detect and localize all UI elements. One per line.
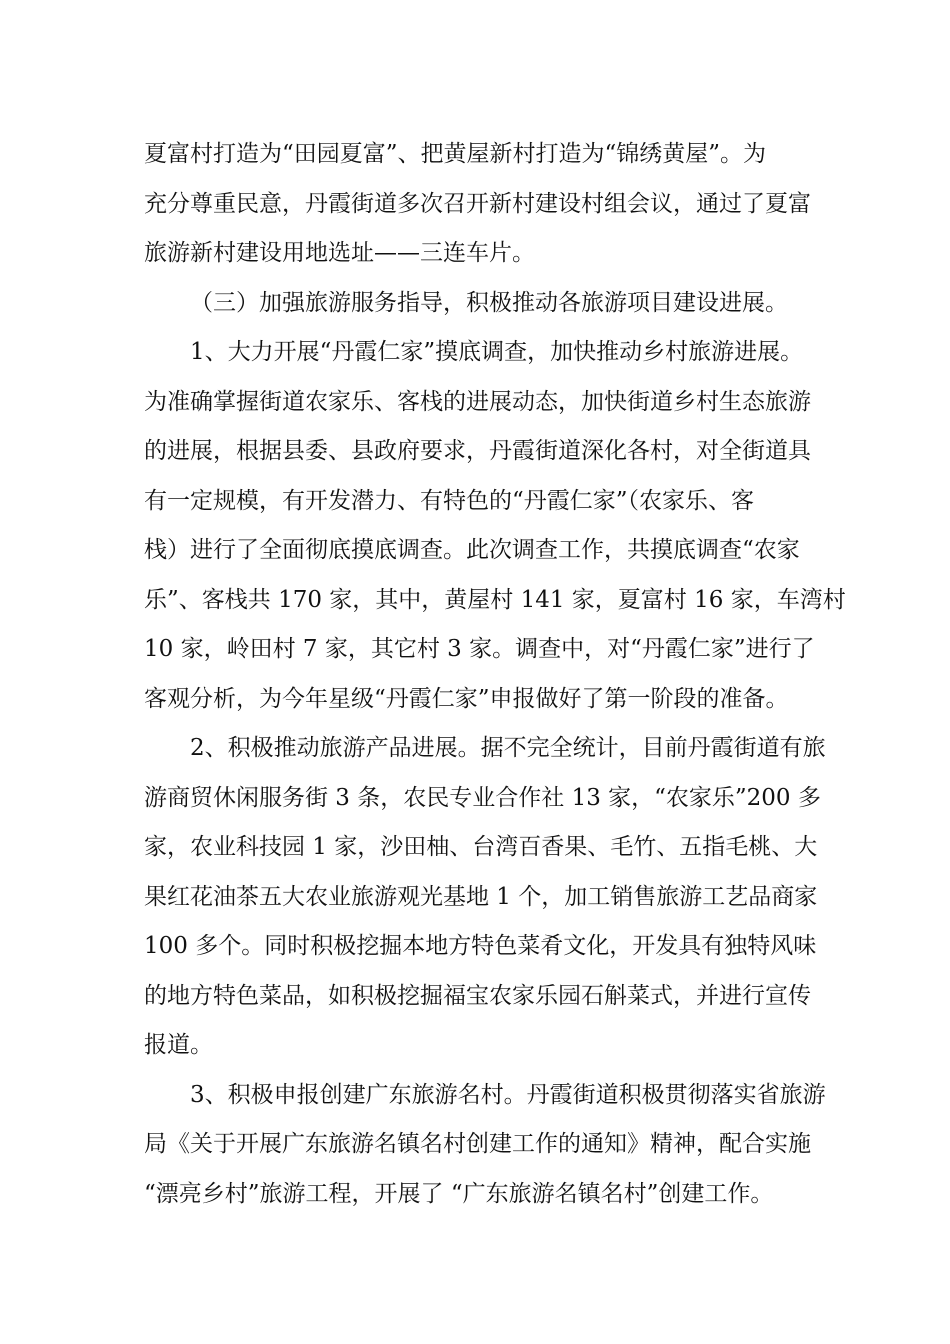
text-line-19: 报道。 bbox=[144, 1032, 213, 1058]
text-line-18: 的地方特色菜品，如积极挖掘福宝农家乐园石斛菜式，并进行宣传 bbox=[144, 982, 811, 1009]
text-line-22: “漂亮乡村”旅游工程，开展了 “广东旅游名镇名村”创建工作。 bbox=[144, 1180, 774, 1207]
text-line-15: 家，农业科技园 1 家，沙田柚、台湾百香果、毛竹、五指毛桃、大 bbox=[144, 834, 818, 860]
text-line-17: 100 多个。同时积极挖掘本地方特色菜肴文化，开发具有独特风味 bbox=[144, 933, 817, 959]
section-heading: （三）加强旅游服务指导，积极推动各旅游项目建设进展。 bbox=[190, 289, 788, 316]
paragraph-1-start: 1、大力开展“丹霞仁家”摸底调查，加快推动乡村旅游进展。 bbox=[190, 339, 804, 365]
text-line-3: 旅游新村建设用地选址——三连车片。 bbox=[144, 240, 535, 266]
text-line-10: 乐”、客栈共 170 家，其中，黄屋村 141 家，夏富村 16 家，车湾村 bbox=[144, 586, 846, 613]
text-line-8: 有一定规模，有开发潜力、有特色的“丹霞仁家”（农家乐、客 bbox=[144, 487, 755, 514]
text-line-21: 局《关于开展广东旅游名镇名村创建工作的通知》精神，配合实施 bbox=[144, 1131, 811, 1157]
text-line-2: 充分尊重民意，丹霞街道多次召开新村建设村组会议，通过了夏富 bbox=[144, 190, 811, 217]
text-line-1: 夏富村打造为“田园夏富”、把黄屋新村打造为“锦绣黄屋”。为 bbox=[144, 141, 767, 167]
paragraph-3-start: 3、积极申报创建广东旅游名村。丹霞街道积极贯彻落实省旅游 bbox=[190, 1081, 826, 1108]
text-line-16: 果红花油茶五大农业旅游观光基地 1 个，加工销售旅游工艺品商家 bbox=[144, 883, 818, 910]
paragraph-2-start: 2、积极推动旅游产品进展。据不完全统计，目前丹霞街道有旅 bbox=[190, 735, 826, 761]
text-line-11: 10 家，岭田村 7 家，其它村 3 家。调查中，对“丹霞仁家”进行了 bbox=[144, 636, 815, 662]
text-line-9: 栈）进行了全面彻底摸底调查。此次调查工作，共摸底调查“农家 bbox=[144, 537, 800, 563]
text-line-14: 游商贸休闲服务街 3 条，农民专业合作社 13 家，“农家乐”200 多 bbox=[144, 784, 821, 811]
text-line-6: 为准确掌握街道农家乐、客栈的进展动态，加快街道乡村生态旅游 bbox=[144, 388, 811, 415]
text-line-12: 客观分析，为今年星级“丹霞仁家”申报做好了第一阶段的准备。 bbox=[144, 685, 789, 712]
text-line-7: 的进展，根据县委、县政府要求，丹霞街道深化各村，对全街道具 bbox=[144, 438, 811, 464]
document-body bbox=[144, 130, 846, 1219]
